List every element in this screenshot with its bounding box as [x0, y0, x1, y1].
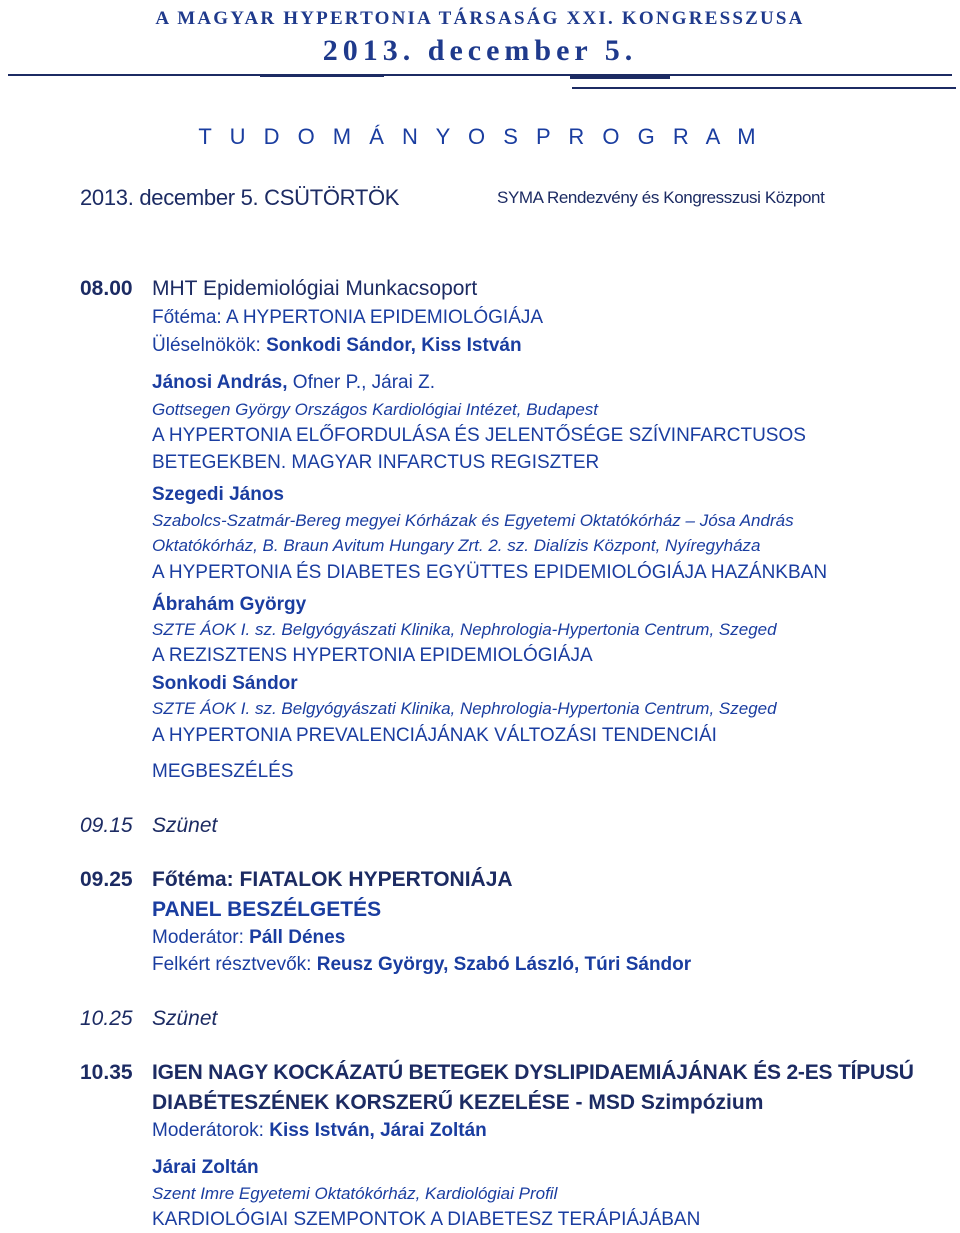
participants-label: Felkért résztvevők:: [152, 954, 312, 975]
talk1-authors: [152, 372, 435, 394]
session3-title-line2: DIABÉTESZÉNEK KORSZERŰ KEZELÉSE - MSD Szimpózium: [152, 1091, 764, 1114]
congress-title: A MAGYAR HYPERTONIA TÁRSASÁG XXI. KONGRESSZUSA: [155, 8, 805, 29]
session3-moderators: [152, 1120, 487, 1142]
talk3-title: A REZISZTENS HYPERTONIA EPIDEMIOLÓGIÁJA: [152, 645, 593, 666]
day-date: 2013. december 5. CSÜTÖRTÖK: [80, 185, 400, 210]
session2-participants: [152, 954, 691, 976]
header-rule-left: [260, 74, 384, 77]
talk3-institution: SZTE ÁOK I. sz. Belgyógyászati Klinika, Nephrologia-Hypertonia Centrum, Szeged: [152, 620, 777, 639]
theme-label: Főtéma:: [152, 868, 234, 891]
talk1-institution: Gottsegen György Országos Kardiológiai Intézet, Budapest: [152, 400, 599, 419]
theme-text: A HYPERTONIA EPIDEMIOLÓGIÁJA: [225, 307, 544, 328]
participants-names: Reusz György, Szabó László, Túri Sándor: [316, 954, 692, 975]
talk2-institution-line2: Oktatókórház, B. Braun Avitum Hungary Zrt. 2. sz. Dialízis Központ, Nyíregyháza: [152, 536, 761, 555]
talk2-author: Szegedi János: [152, 484, 284, 505]
talk4-title: A HYPERTONIA PREVALENCIÁJÁNAK VÁLTOZÁSI TENDENCIÁI: [152, 725, 717, 746]
s3-talk1-title: KARDIOLÓGIAI SZEMPONTOK A DIABETESZ TERÁPIÁJÁBAN: [152, 1209, 701, 1230]
talk3-author: Ábrahám György: [152, 594, 307, 615]
chairs-names: Sonkodi Sándor, Kiss István: [266, 335, 522, 356]
break1-label: Szünet: [152, 814, 218, 837]
session1-discussion: MEGBESZÉLÉS: [152, 761, 294, 782]
talk1-title-line1: A HYPERTONIA ELŐFORDULÁSA ÉS JELENTŐSÉGE SZÍVINFARCTUSOS: [152, 425, 806, 446]
talk4-institution: SZTE ÁOK I. sz. Belgyógyászati Klinika, Nephrologia-Hypertonia Centrum, Szeged: [152, 699, 777, 718]
session1-title: MHT Epidemiológiai Munkacsoport: [152, 277, 478, 300]
break2-label: Szünet: [152, 1007, 218, 1030]
venue: SYMA Rendezvény és Kongresszusi Központ: [497, 188, 825, 207]
moderator-label: Moderátor:: [152, 927, 244, 948]
talk2-title: A HYPERTONIA ÉS DIABETES EGYÜTTES EPIDEMIOLÓGIÁJA HAZÁNKBAN: [152, 562, 828, 583]
session3-time: 10.35: [80, 1061, 133, 1084]
session2-theme: [152, 868, 513, 892]
header-rule-top: [8, 74, 952, 76]
session1-time: 08.00: [80, 277, 133, 300]
session1-theme: [152, 307, 543, 329]
talk1-title-line2: BETEGEKBEN. MAGYAR INFARCTUS REGISZTER: [152, 452, 600, 473]
session2-subtitle: PANEL BESZÉLGETÉS: [152, 898, 382, 921]
talk1-author-main: Jánosi András,: [152, 372, 288, 393]
session2-time: 09.25: [80, 868, 133, 891]
theme-text: FIATALOK HYPERTONIÁJA: [239, 868, 513, 891]
talk4-author: Sonkodi Sándor: [152, 673, 298, 694]
s3-talk1-author: Járai Zoltán: [152, 1157, 259, 1178]
moderators-names: Kiss István, Járai Zoltán: [269, 1120, 487, 1141]
talk1-author-rest: Ofner P., Járai Z.: [292, 372, 435, 393]
s3-talk1-institution: Szent Imre Egyetemi Oktatókórház, Kardiológiai Profil: [152, 1184, 558, 1203]
break1-time: 09.15: [80, 814, 133, 837]
talk2-institution-line1: Szabolcs-Szatmár-Bereg megyei Kórházak és Egyetemi Oktatókórház – Jósa András: [152, 511, 794, 530]
chairs-label: Üléselnökök:: [152, 335, 261, 356]
moderators-label: Moderátorok:: [152, 1120, 264, 1141]
session1-chairs: [152, 335, 522, 357]
break2-time: 10.25: [80, 1007, 133, 1030]
moderator-name: Páll Dénes: [249, 927, 346, 948]
session3-title-line1: IGEN NAGY KOCKÁZATÚ BETEGEK DYSLIPIDAEMIÁJÁNAK ÉS 2-ES TÍPUSÚ: [152, 1061, 914, 1084]
theme-label: Főtéma:: [152, 307, 222, 328]
session2-moderator: [152, 927, 345, 949]
header-rule-right: [570, 76, 670, 79]
program-title: T U D O M Á N Y O S P R O G R A M: [198, 124, 762, 149]
congress-date: 2013. december 5.: [322, 34, 638, 67]
header-rule-bottom: [572, 87, 956, 89]
